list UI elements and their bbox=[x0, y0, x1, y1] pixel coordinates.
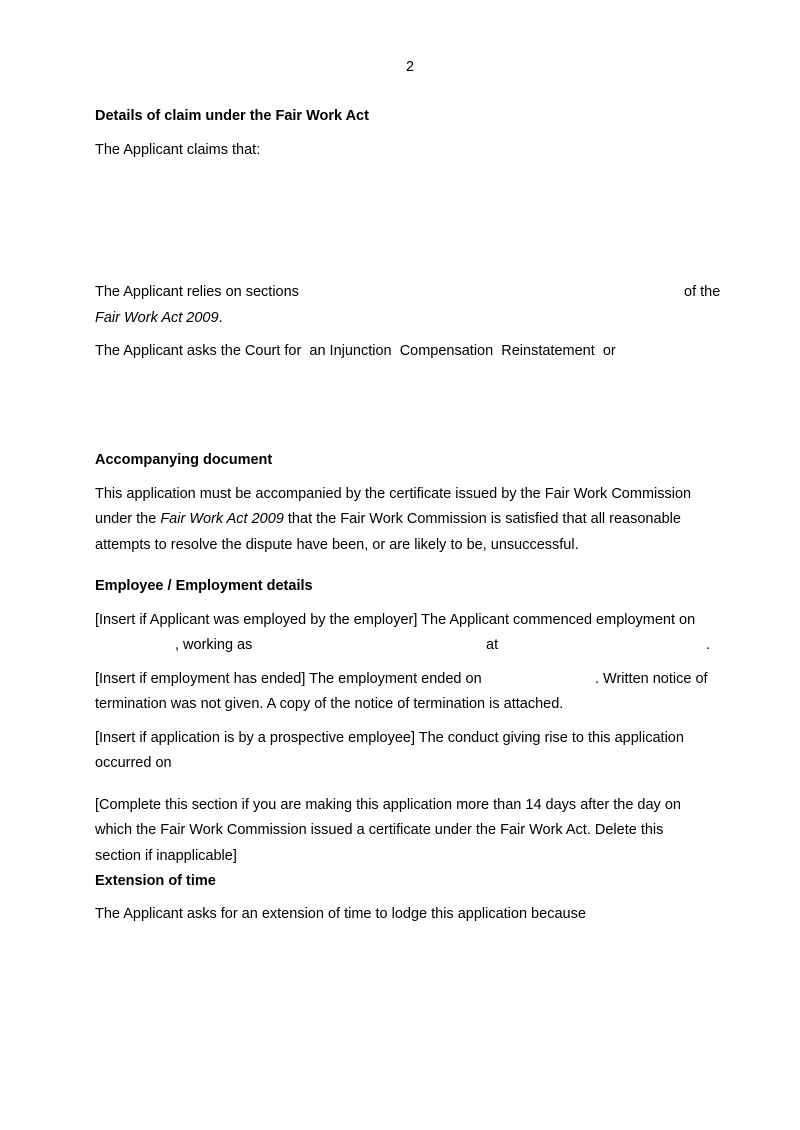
claims-intro: The Applicant claims that: bbox=[95, 142, 261, 158]
asks-court-line bbox=[95, 342, 616, 360]
option-compensation: Compensation bbox=[399, 343, 494, 359]
extension-note-line-1: [Complete this section if you are making this application more than 14 days after the day on bbox=[95, 797, 681, 813]
ended-date-field[interactable] bbox=[493, 670, 593, 688]
accompanying-heading: Accompanying document bbox=[95, 452, 273, 468]
option-injunction: an Injunction bbox=[309, 343, 392, 359]
employed-line-1: [Insert if Applicant was employed by the employer] The Applicant commenced employment on bbox=[95, 612, 696, 628]
relies-on-sections bbox=[95, 283, 673, 301]
claim-heading: Details of claim under the Fair Work Act bbox=[95, 108, 369, 124]
option-or: or bbox=[602, 343, 616, 359]
asks-court-text: The Applicant asks the Court for bbox=[95, 343, 302, 359]
at-text: at bbox=[486, 637, 499, 653]
other-orders-input-field[interactable] bbox=[95, 368, 695, 428]
act-period: . bbox=[218, 310, 223, 326]
claims-input-field[interactable] bbox=[95, 170, 695, 270]
extension-asks-line: The Applicant asks for an extension of time to lodge this application because bbox=[95, 906, 586, 922]
ended-line-2: termination was not given. A copy of the notice of termination is attached. bbox=[95, 696, 564, 712]
workplace-field[interactable] bbox=[500, 636, 700, 654]
working-as-text: , working as bbox=[175, 637, 253, 653]
option-reinstatement: Reinstatement bbox=[501, 343, 595, 359]
employed-line-2 bbox=[95, 636, 480, 654]
extension-note-line-2: which the Fair Work Commission issued a certificate under the Fair Work Act. Delete this bbox=[95, 822, 664, 838]
relies-prefix: The Applicant relies on sections bbox=[95, 284, 299, 300]
relies-suffix: of the bbox=[684, 284, 721, 300]
conduct-date-field[interactable] bbox=[176, 755, 296, 771]
act-name: Fair Work Act 2009 bbox=[95, 310, 219, 326]
employed-end-period: . bbox=[706, 637, 711, 653]
extension-reason-field[interactable] bbox=[95, 932, 695, 1012]
position-field[interactable] bbox=[256, 637, 480, 653]
accompanying-line-1: This application must be accompanied by the certificate issued by the Fair Work Commission bbox=[95, 486, 692, 502]
prospective-line-2 bbox=[95, 754, 296, 772]
accompanying-line-2 bbox=[95, 510, 681, 528]
accompanying-line-2-post: that the Fair Work Commission is satisfied that all reasonable bbox=[287, 511, 681, 527]
extension-note-line-3: section if inapplicable] bbox=[95, 848, 237, 864]
ended-line-1 bbox=[95, 670, 482, 688]
employment-heading: Employee / Employment details bbox=[95, 578, 313, 594]
extension-heading: Extension of time bbox=[95, 873, 216, 889]
page-number: 2 bbox=[405, 59, 415, 75]
commenced-date-field[interactable] bbox=[95, 637, 175, 653]
accompanying-line-2-pre: under the bbox=[95, 511, 157, 527]
accompanying-line-3: attempts to resolve the dispute have been, or are likely to be, unsuccessful. bbox=[95, 537, 579, 553]
ended-line-1-pre: [Insert if employment has ended] The employment ended on bbox=[95, 671, 482, 687]
accompanying-act-name: Fair Work Act 2009 bbox=[160, 511, 284, 527]
ended-line-1-post: . Written notice of bbox=[595, 671, 708, 687]
act-reference bbox=[95, 309, 223, 327]
sections-input-field[interactable] bbox=[303, 284, 673, 300]
prospective-line-2-text: occurred on bbox=[95, 755, 172, 771]
prospective-line-1: [Insert if application is by a prospective employee] The conduct giving rise to this application bbox=[95, 730, 684, 746]
